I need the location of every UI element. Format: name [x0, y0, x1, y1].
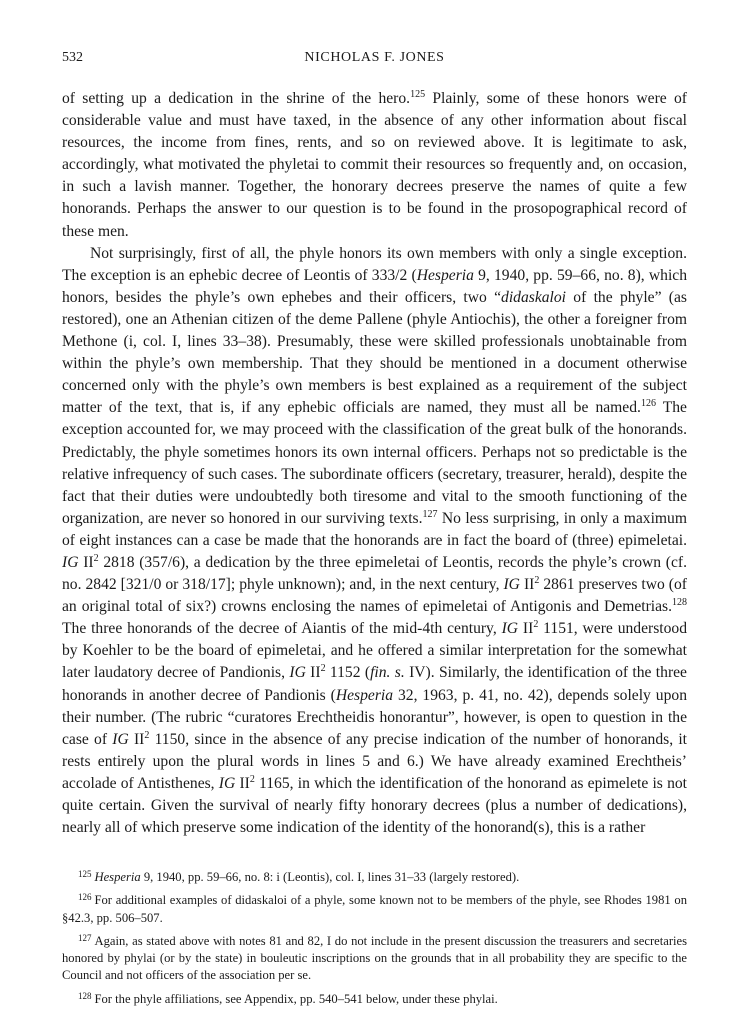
- text-run: II: [305, 664, 321, 682]
- paragraph: [62, 243, 687, 840]
- footnote: [62, 889, 687, 927]
- footnote-number: 127: [78, 932, 92, 943]
- text-run: 1150, since in the absence of any precise indication of the number of honorands, it rests entirely upon the plural words in lines 5 and 6.) We have already examined Erechtheis’ accolade of Antisthenes,: [62, 730, 687, 792]
- text-run: 1151, were understood by Koehler to be the board of epimeletai, and he offered a similar interpretation for the somewhat later laudatory decree of Pandionis,: [62, 620, 687, 682]
- text-run: II: [518, 620, 534, 638]
- superscript: 2: [93, 552, 99, 564]
- text-run: Plainly, some of these honors were of considerable value and must have taxed, in the absence of any other information about fiscal resources, the income from fines, rents, and so on reviewed above. It is legitimate to ask, accordingly, what motivated the phyletai to commit their resources so frequently and, on occasion, in such a lavish manner. Together, the honorary decrees preserve the names of quite a few honorands. Perhaps the answer to our question is to be found in the prosopographical record of these men.: [62, 90, 687, 240]
- text-run: II: [78, 553, 94, 571]
- italic-text: Hesperia: [94, 870, 141, 884]
- page: [62, 50, 687, 839]
- superscript: 2: [533, 619, 539, 631]
- superscript: 2: [320, 663, 326, 675]
- body-text: [62, 88, 687, 839]
- text-run: 9, 1940, pp. 59–66, no. 8), which honors, besides the phyle’s own ephebes and their officers, two “: [62, 266, 688, 306]
- italic-text: didaskaloi: [501, 288, 567, 306]
- text-run: of the phyle” (as restored), one an Athenian citizen of the deme Pallene (phyle Antiochis), the other a foreigner from Methone (i, col. I, lines 33–38). Presumably, these were skilled professionals unobtainable from within the phyle’s own membership. That they should be mentioned in a document otherwise concerned only with the phyle’s own members is best explained as a requirement of the subject matter of the text, that is, if any ephebic officials are named, they must all be named.: [62, 288, 687, 417]
- text-run: 1165, in which the identification of the honorand as epimelete is not quite certain. Given the survival of nearly fifty honorary decrees (plus a number of dedications), nearly all of which preserve some indication of the identity of the honorand(s), this is a rather: [62, 774, 687, 837]
- text-run: No less surprising, in only a maximum of eight instances can a case be made that the honorands are in fact the board of (three) epimeletai.: [62, 509, 687, 549]
- superscript: 127: [422, 508, 438, 520]
- superscript: 125: [410, 89, 426, 100]
- superscript: 128: [672, 597, 687, 609]
- footnote-number: 126: [78, 892, 92, 903]
- text-run: II: [519, 576, 535, 594]
- text-run: The three honorands of the decree of Aiantis of the mid-4th century,: [62, 620, 502, 638]
- page-header: [62, 50, 687, 74]
- italic-text: Hesperia: [335, 686, 394, 704]
- text-run: 32, 1963, p. 41, no. 42), depends solely upon their number. (The rubric “curatores Erechtheidis honorantur”, however, is open to question in the case of: [62, 686, 687, 748]
- text-run: II: [128, 730, 145, 748]
- superscript: 2: [534, 575, 540, 587]
- text-run: II: [235, 774, 250, 792]
- superscript: 2: [144, 729, 150, 741]
- text-run: 2818 (357/6), a dedication by the three epimeletai of Leontis, records the phyle’s crown (cf. no. 2842 [321/0 or 318/17]; phyle unknown); and, in the next century,: [62, 553, 687, 594]
- footnote-number: 125: [78, 869, 92, 879]
- running-head: NICHOLAS F. JONES: [304, 50, 445, 65]
- superscript: 126: [640, 398, 656, 410]
- text-run: For additional examples of didaskaloi of a phyle, some known not to be members of the phyle, see Rhodes 1981 on §42.3, pp. 506–507.: [62, 893, 687, 925]
- italic-text: IG: [501, 620, 519, 638]
- footnotes: [62, 866, 687, 1011]
- footnote: [62, 866, 687, 886]
- text-run: The exception accounted for, we may proceed with the classification of the great bulk of the honorands. Predictably, the phyle sometimes honors its own internal officers. Perhaps not so predictable is the relative infrequency of such cases. The subordinate officers (secretary, treasurer, herald), despite the fact that their duties were undoubtedly both tiresome and vital to the smooth functioning of the organization, are never so honored in our surviving texts.: [62, 399, 687, 527]
- text-run: 2861 preserves two (of an original total of six?) crowns enclosing the names of epimeletai of Antigonis and Demetrias.: [62, 576, 687, 616]
- text-run: For the phyle affiliations, see Appendix, pp. 540–541 below, under these phylai.: [94, 991, 498, 1006]
- italic-text: IG: [112, 730, 129, 748]
- footnote: [62, 988, 687, 1008]
- italic-text: IG: [218, 774, 236, 792]
- text-run: 9, 1940, pp. 59–66, no. 8: i (Leontis), col. I, lines 31–33 (largely restored).: [140, 870, 520, 884]
- page-number: 532: [62, 50, 83, 65]
- superscript: 2: [249, 773, 255, 785]
- italic-text: IG: [62, 553, 79, 571]
- text-run: IV). Similarly, the identification of the three honorands in another decree of Pandionis (: [62, 664, 687, 704]
- text-run: Not surprisingly, first of all, the phyle honors its own members with only a single exception. The exception is an ephebic decree of Leontis of 333/2 (: [62, 244, 687, 284]
- footnote-number: 128: [78, 990, 92, 1001]
- text-run: of setting up a dedication in the shrine of the hero.: [62, 90, 411, 107]
- footnote: [62, 930, 687, 985]
- italic-text: IG: [503, 576, 520, 594]
- text-run: Again, as stated above with notes 81 and 82, I do not include in the present discussion the treasurers and secretaries honored by phylai (or by the state) in bouleutic inscriptions on the grounds that in all probability they are specific to the Council and not officers of the association per se.: [62, 933, 687, 983]
- italic-text: Hesperia: [416, 266, 474, 284]
- italic-text: IG: [289, 664, 306, 682]
- text-run: 1152 (: [325, 664, 371, 682]
- paragraph: [62, 88, 687, 243]
- italic-text: fin. s.: [370, 664, 405, 682]
